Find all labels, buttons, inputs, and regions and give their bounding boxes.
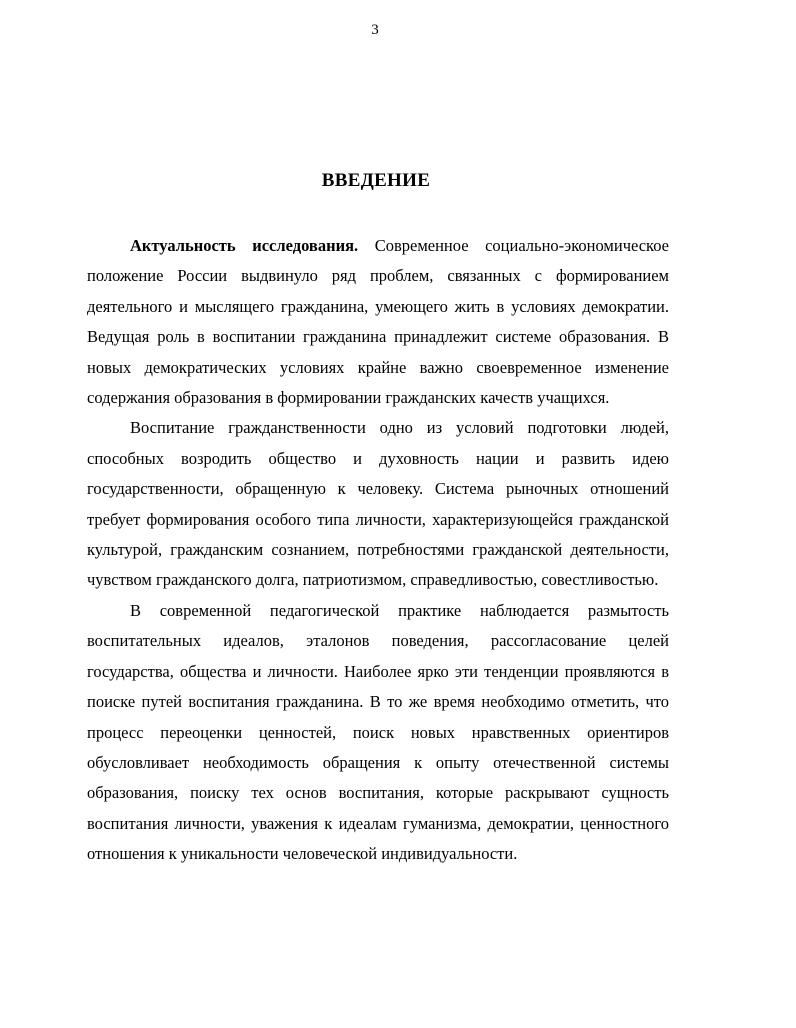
paragraph-relevance — [87, 231, 669, 413]
paragraph-citizenship — [87, 413, 669, 595]
paragraph-lead: Актуальность исследования. — [130, 236, 359, 255]
paragraph-practice — [87, 596, 669, 870]
paragraph-text: Современное социально-экономическое положение России выдвинуло ряд проблем, связанных с формированием деятельного и мыслящего гражданина, умеющего жить в условиях демократии. Ведущая роль в воспитании гражданина принадлежит системе образования. В новых демократических условиях крайне важно своевременное изменение содержания образования в формировании гражданских качеств учащихся. — [87, 236, 669, 408]
paragraph-text: В современной педагогической практике наблюдается размытость воспитательных идеалов, эталонов поведения, рассогласование целей государства, общества и личности. Наиболее ярко эти тенденции проявляются в поиске путей воспитания гражданина. В то же время необходимо отметить, что процесс переоценки ценностей, поиск новых нравственных ориентиров обусловливает необходимость обращения к опыту отечественной системы образования, поиску тех основ воспитания, которые раскрывают сущность воспитания личности, уважения к идеалам гуманизма, демократии, ценностного отношения к уникальности человеческой индивидуальности. — [87, 600, 669, 864]
body-text — [87, 231, 669, 870]
paragraph-text: Воспитание гражданственности одно из условий подготовки людей, способных возродить общество и духовность нации и развить идею государственности, обращенную к человеку. Система рыночных отношений требует формирования особого типа личности, характеризующейся гражданской культурой, гражданским сознанием, потребностями гражданской деятельности, чувством гражданского долга, патриотизмом, справедливостью, совестливостью. — [87, 418, 669, 590]
page-number: 3 — [371, 22, 379, 38]
section-heading: ВВЕДЕНИЕ — [321, 170, 431, 191]
